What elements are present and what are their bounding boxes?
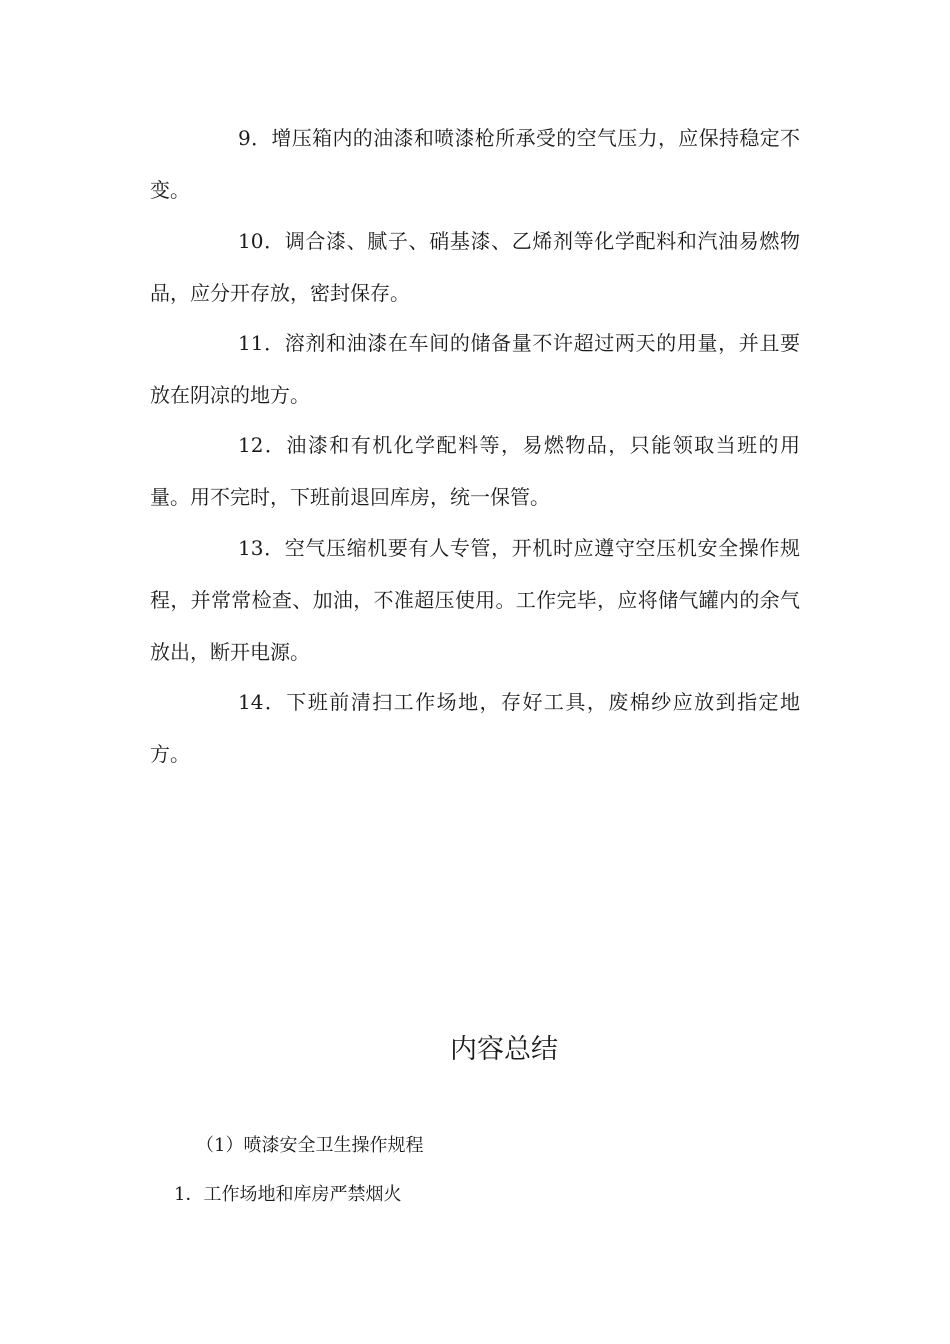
rule-text: 调合漆、腻子、硝基漆、乙烯剂等化学配料和汽油易燃物品，应分开存放，密封保存。 — [150, 229, 801, 305]
rule-text: 油漆和有机化学配料等，易燃物品，只能领取当班的用量。用不完时，下班前退回库房，统一保管。 — [150, 433, 800, 509]
rule-number: 12． — [238, 433, 287, 457]
rule-text: 下班前清扫工作场地，存好工具，废棉纱应放到指定地方。 — [150, 690, 800, 766]
rule-text: 溶剂和油漆在车间的储备量不许超过两天的用量，并且要放在阴凉的地方。 — [150, 331, 801, 407]
rule-number: 10． — [238, 229, 285, 253]
rule-13 — [150, 522, 800, 678]
rule-11 — [150, 317, 800, 421]
rule-10 — [150, 215, 800, 319]
rule-text: 空气压缩机要有人专管，开机时应遵守空压机安全操作规程，并常常检查、加油，不准超压使用。工作完毕，应将储气罐内的余气放出，断开电源。 — [150, 536, 801, 664]
rule-text: 增压箱内的油漆和喷漆枪所承受的空气压力，应保持稳定不变。 — [150, 126, 801, 202]
summary-section-heading: （1）喷漆安全卫生操作规程 — [196, 1135, 424, 1156]
rule-12 — [150, 419, 800, 523]
rule-number: 13． — [238, 536, 285, 560]
rule-9 — [150, 112, 800, 216]
rule-number: 11． — [238, 331, 285, 355]
rule-number: 9． — [238, 126, 272, 150]
summary-first-item: 1．工作场地和库房严禁烟火 — [174, 1184, 402, 1205]
summary-title: 内容总结 — [450, 1034, 558, 1065]
rule-number: 14． — [238, 690, 287, 714]
rule-14 — [150, 676, 800, 780]
